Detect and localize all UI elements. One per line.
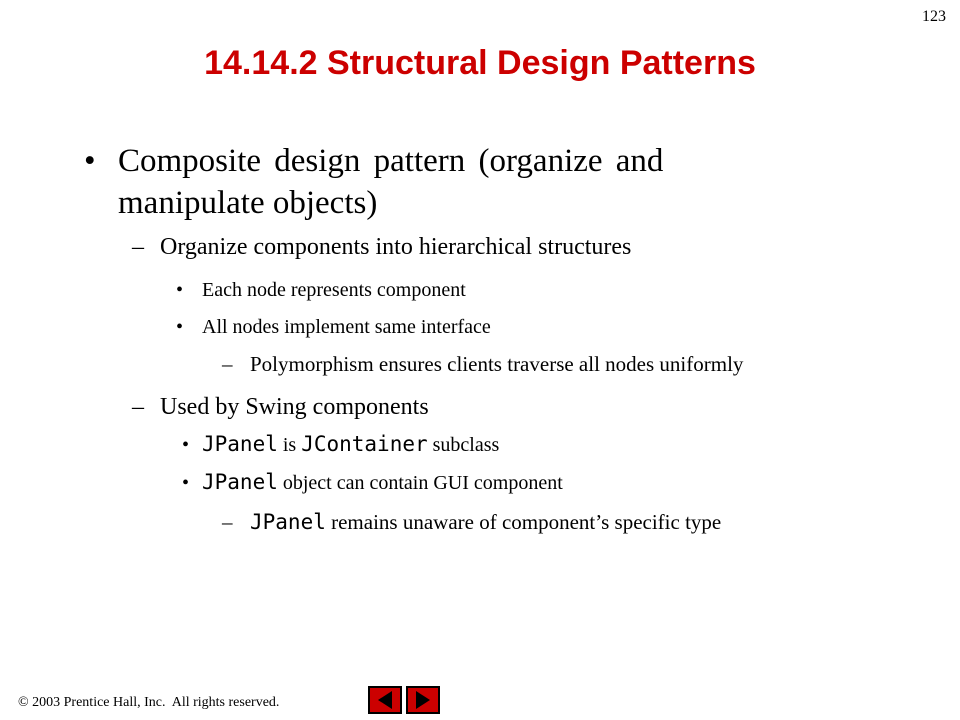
code-jpanel: JPanel (250, 510, 326, 534)
list-item-text: All nodes implement same interface (202, 316, 491, 338)
copyright-footer (18, 695, 279, 711)
list-item-text: object can contain GUI component (277, 472, 563, 494)
main-bullet-line-2: manipulate objects) (118, 185, 378, 221)
dash-icon: – (222, 352, 233, 376)
dash-icon: – (222, 510, 233, 534)
list-item-jpanel-contain (182, 470, 563, 495)
list-item-text: subclass (427, 434, 500, 456)
bullet-icon: • (182, 472, 190, 494)
sub-bullet-text: Organize components into hierarchical structures (160, 234, 632, 260)
bullet-icon: • (176, 279, 184, 301)
previous-slide-button[interactable] (368, 686, 402, 714)
bullet-icon: • (182, 434, 190, 456)
sub-bullet-text: Used by Swing components (160, 394, 429, 420)
main-bullet-text (118, 140, 758, 224)
slide-title: 14.14.2 Structural Design Patterns (204, 44, 756, 82)
main-bullet-line-1: Composite design pattern (organize and (118, 143, 664, 179)
list-item-node (176, 279, 466, 302)
detail-text: remains unaware of component’s specific type (325, 510, 722, 534)
left-arrow-icon (370, 688, 400, 712)
bullet-icon: • (84, 143, 96, 179)
detail-jpanel-unaware (222, 510, 721, 535)
right-arrow-icon (408, 688, 438, 712)
page-number: 123 (922, 8, 946, 25)
detail-text: Polymorphism ensures clients traverse all nodes uniformly (250, 352, 744, 376)
list-item-jpanel-subclass (182, 432, 499, 457)
detail-polymorphism (222, 352, 743, 377)
list-item-text: is (277, 434, 302, 456)
list-item-text: Each node represents component (202, 279, 466, 301)
code-jpanel: JPanel (202, 432, 278, 456)
copyright-icon: © (18, 695, 29, 710)
copyright-text: 2003 Prentice Hall, Inc. All rights reserved. (28, 695, 280, 710)
dash-icon: – (132, 394, 144, 420)
code-jpanel: JPanel (202, 470, 278, 494)
list-item-interface (176, 316, 491, 339)
bullet-icon: • (176, 316, 184, 338)
dash-icon: – (132, 234, 144, 260)
sub-bullet-swing (132, 394, 429, 421)
next-slide-button[interactable] (406, 686, 440, 714)
sub-bullet-organize (132, 234, 631, 261)
code-jcontainer: JContainer (301, 432, 428, 456)
